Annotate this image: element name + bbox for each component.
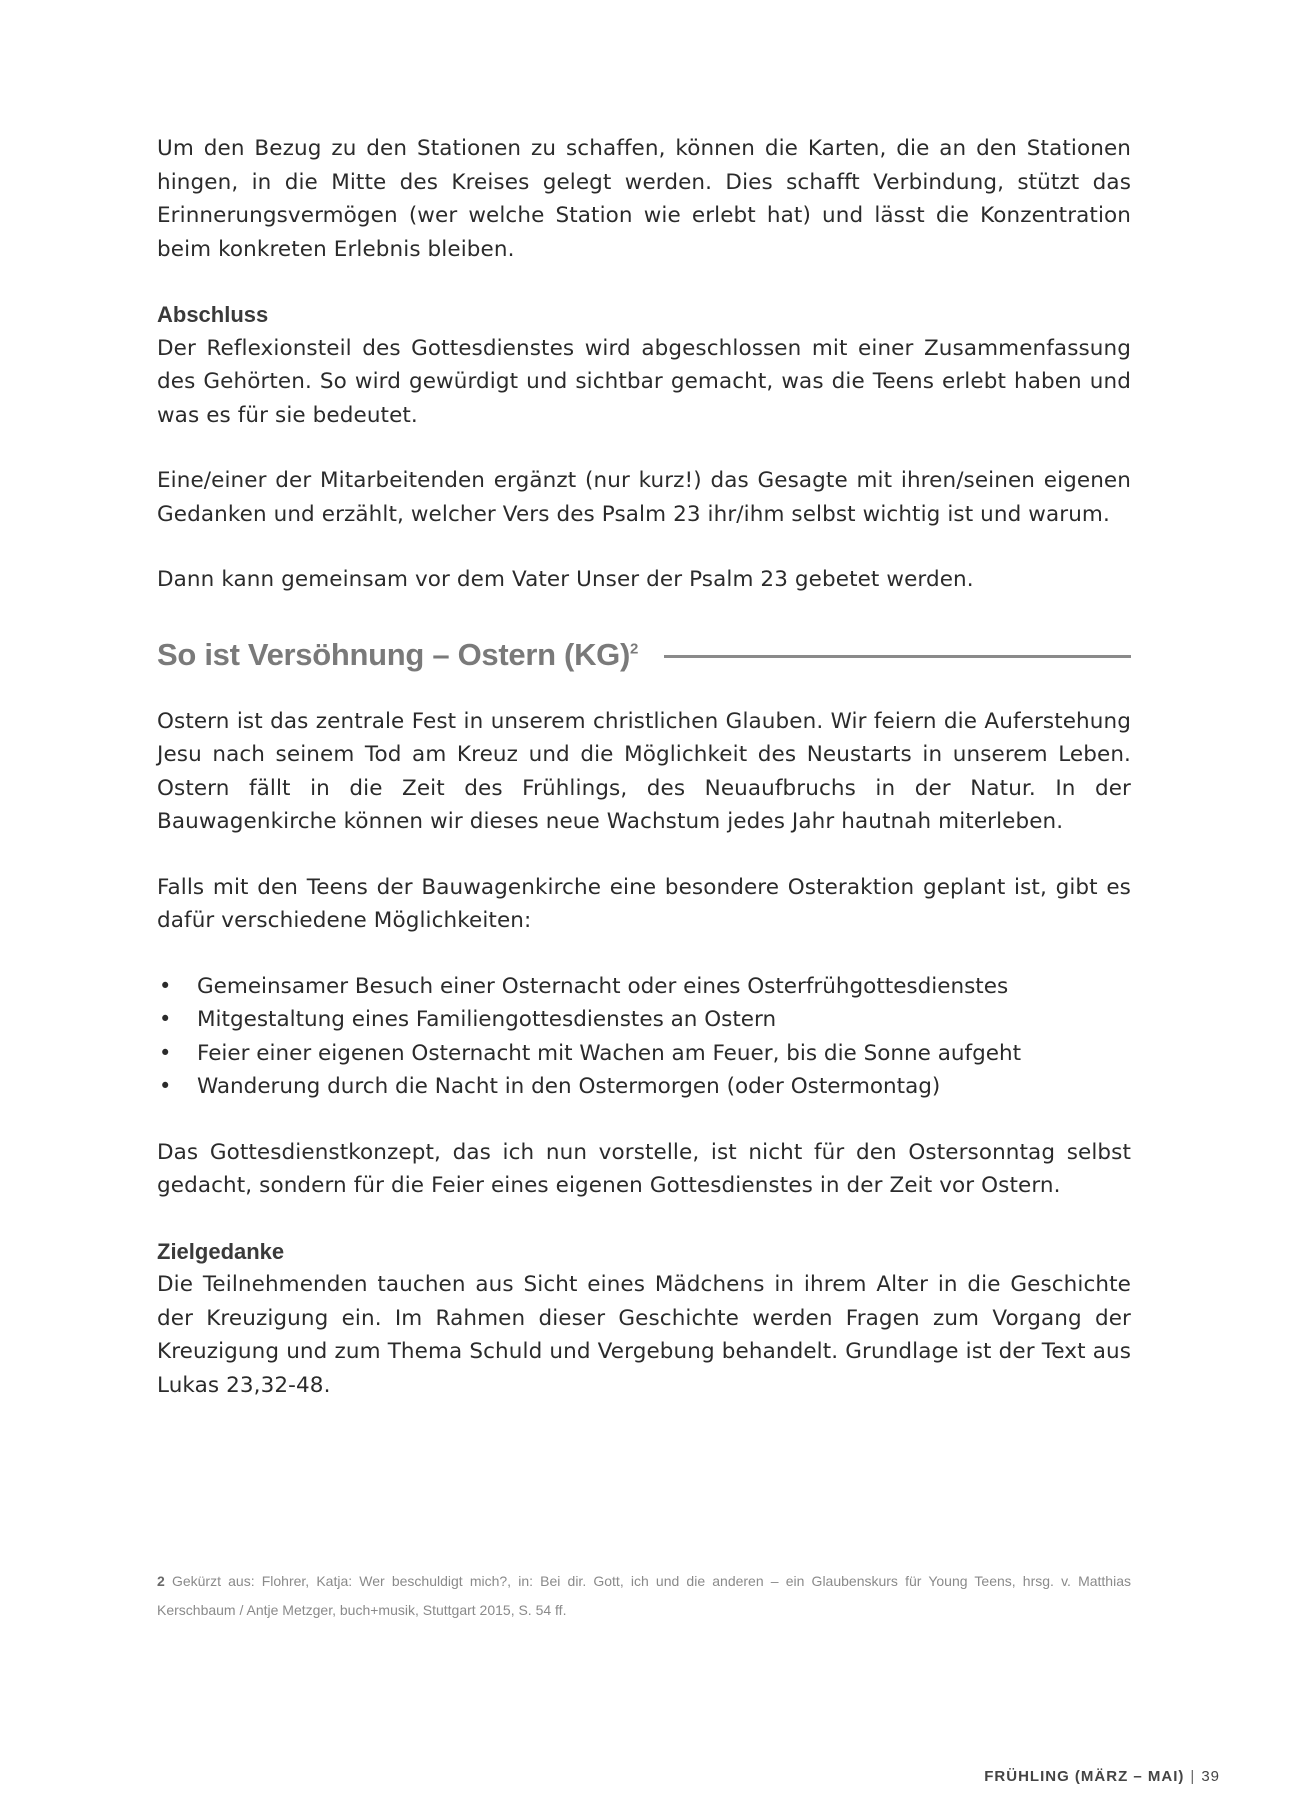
footer-section-name: FRÜHLING (MÄRZ – MAI) [984, 1768, 1185, 1785]
footnote-marker: 2 [630, 640, 639, 658]
section-paragraph-3: Das Gottesdienstkonzept, das ich nun vorstelle, ist nicht für den Ostersonntag selbst gedacht, sondern für die Feier eines eigenen Gottesdienstes in der Zeit vor Ostern. [157, 1139, 1131, 1198]
footer-separator: | [1190, 1768, 1196, 1785]
section-paragraph-2: Falls mit den Teens der Bauwagenkirche eine besondere Osteraktion geplant ist, gibt es dafür verschiedene Möglichkeiten: [157, 874, 1131, 933]
bullet-icon: • [159, 1040, 172, 1065]
abschluss-paragraph-3: Dann kann gemeinsam vor dem Vater Unser der Psalm 23 gebetet werden. [157, 567, 974, 592]
abschluss-paragraph-2: Eine/einer der Mitarbeitenden ergänzt (nur kurz!) das Gesagte mit ihren/seinen eigenen Gedanken und erzählt, welcher Vers des Psalm 23 ihr/ihm selbst wichtig ist und warum. [157, 468, 1131, 527]
list-item [157, 970, 1131, 1004]
list-item-text: Gemeinsamer Besuch einer Osternacht oder eines Osterfrühgottesdienstes [197, 973, 1009, 999]
list-item-text: Mitgestaltung eines Familiengottesdienstes an Ostern [197, 1007, 777, 1032]
section-paragraph-1: Ostern ist das zentrale Fest in unserem christlichen Glauben. Wir feiern die Auferstehung Jesu nach seinem Tod am Kreuz und die Möglichkeit des Neustarts in unserem Leben. Ostern fällt in die Zeit des Frühlings, des Neuaufbruchs in der Natur. In der Bauwagenkirche können wir dieses neue Wachstum jedes Jahr hautnah miterleben. [157, 708, 1131, 834]
list-item [157, 1003, 1131, 1037]
footnote-number: 2 [157, 1573, 165, 1589]
section-title-text: So ist Versöhnung – Ostern (KG) [157, 636, 630, 672]
bullet-icon: • [159, 1007, 172, 1031]
options-list [157, 970, 1131, 1104]
page-footer [984, 1768, 1220, 1785]
list-item-text: Wanderung durch die Nacht in den Ostermorgen (oder Ostermontag) [197, 1074, 941, 1099]
zielgedanke-paragraph: Die Teilnehmenden tauchen aus Sicht eines Mädchens in ihrem Alter in die Geschichte der Kreuzigung ein. Im Rahmen dieser Geschichte werden Fragen zum Vorgang der Kreuzigung und zum Thema Schuld und Vergebung behandelt. Grundlage ist der Text aus Lukas 23,32-48. [157, 1272, 1131, 1398]
list-item [157, 1070, 1131, 1104]
abschluss-paragraph-1: Der Reflexionsteil des Gottesdienstes wird abgeschlossen mit einer Zusammenfassung des Gehörten. So wird gewürdigt und sichtbar gemacht, was die Teens erlebt haben und was es für sie bedeutet. [157, 335, 1131, 428]
title-rule [664, 655, 1131, 658]
page-content [157, 132, 1131, 1402]
abschluss-heading: Abschluss [157, 302, 269, 327]
zielgedanke-heading: Zielgedanke [157, 1238, 285, 1264]
section-title [157, 637, 638, 673]
intro-paragraph: Um den Bezug zu den Stationen zu schaffen, können die Karten, die an den Stationen hingen, in die Mitte des Kreises gelegt werden. Dies schafft Verbindung, stützt das Erinnerungsvermögen (wer welche Station wie erlebt hat) und lässt die Konzentration beim konkreten Erlebnis bleiben. [157, 136, 1131, 262]
list-item-text: Feier einer eigenen Osternacht mit Wachen am Feuer, bis die Sonne aufgeht [197, 1040, 1022, 1066]
list-item [157, 1037, 1131, 1071]
bullet-icon: • [159, 973, 172, 998]
bullet-icon: • [159, 1074, 172, 1098]
section-title-row [157, 637, 1131, 673]
footnote [157, 1567, 1131, 1625]
page-number: 39 [1201, 1768, 1220, 1785]
footnote-text: Gekürzt aus: Flohrer, Katja: Wer beschuldigt mich?, in: Bei dir. Gott, ich und die anderen – ein Glaubenskurs für Young Teens, hrsg. v. Matthias Kerschbaum / Antje Metzger, buch+musik, Stuttgart 2015, S. 54 ff. [157, 1573, 1131, 1618]
